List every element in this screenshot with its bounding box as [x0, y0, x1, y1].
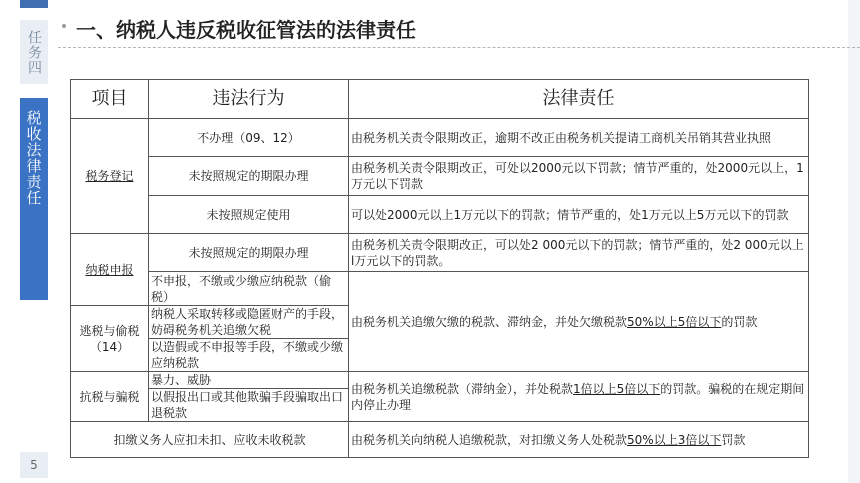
group-withholding: 扣缴义务人应扣未扣、应收未收税款	[71, 422, 349, 458]
liability-text: 由税务机关追缴税款（滞纳金），并处税款	[351, 381, 574, 396]
page-title: 一、纳税人违反税收征管法的法律责任	[76, 18, 416, 42]
liability-cell: 由税务机关责令限期改正，逾期不改正由税务机关提请工商机关吊销其营业执照	[349, 119, 809, 157]
header-act: 违法行为	[149, 80, 349, 119]
act-cell: 未按照规定的期限办理	[149, 234, 349, 272]
liability-cell: 可以处2000元以上1万元以下的罚款；情节严重的，处1万元以上5万元以下的罚款	[349, 196, 809, 234]
liability-emphasis: 1倍以上5倍以下	[573, 381, 661, 396]
act-cell: 不办理（09、12）	[149, 119, 349, 157]
liability-cell: 由税务机关责令限期改正，可以处2 000元以下的罚款；情节严重的，处2 000元以上l万元以下的罚款。	[349, 234, 809, 272]
group-evasion: 逃税与偷税（14）	[71, 306, 149, 372]
act-cell: 不申报，不缴或少缴应纳税款（偷税）	[149, 272, 349, 306]
liability-table	[70, 79, 809, 458]
liability-text: 的罚款	[721, 314, 758, 329]
liability-emphasis: 50%以上5倍以下	[627, 314, 722, 329]
table-row	[71, 196, 809, 234]
liability-cell-evasion	[349, 272, 809, 372]
sidebar-section-tab[interactable]	[20, 20, 48, 84]
title-divider	[58, 47, 860, 48]
group-declaration: 纳税申报	[71, 234, 149, 306]
act-cell: 以造假或不申报等手段，不缴或少缴应纳税款	[149, 339, 349, 372]
header-liability: 法律责任	[349, 80, 809, 119]
sidebar-active-label: 税收法律责任	[24, 110, 43, 206]
sidebar-section-label: 任务四	[26, 29, 42, 75]
liability-cell: 由税务机关责令限期改正，可处以2000元以下罚款；情节严重的，处2000元以上，1万元以下罚款	[349, 157, 809, 196]
table-row	[71, 272, 809, 306]
liability-text: 的罚款。骗税的在规定期间内停止办理	[351, 381, 805, 412]
act-cell: 未按照规定使用	[149, 196, 349, 234]
liability-cell-withholding	[349, 422, 809, 458]
title-bullet	[62, 24, 66, 28]
sidebar-active-tab[interactable]	[20, 98, 48, 300]
top-accent-bar	[20, 0, 48, 8]
table-row	[71, 372, 809, 389]
act-cell: 暴力、威胁	[149, 372, 349, 389]
liability-text: 罚款	[721, 432, 746, 447]
liability-emphasis: 50%以上3倍以下	[627, 432, 722, 447]
table-row	[71, 119, 809, 157]
page-number: 5	[20, 452, 48, 478]
group-registration: 税务登记	[71, 119, 149, 234]
act-cell: 以假报出口或其他欺骗手段骗取出口退税款	[149, 389, 349, 422]
group-resist: 抗税与骗税	[71, 372, 149, 422]
right-edge-strip	[848, 0, 860, 483]
table-row	[71, 157, 809, 196]
act-cell: 未按照规定的期限办理	[149, 157, 349, 196]
table-row	[71, 234, 809, 272]
header-item: 项目	[71, 80, 149, 119]
act-cell: 纳税人采取转移或隐匿财产的手段，妨碍税务机关追缴欠税	[149, 306, 349, 339]
liability-text: 由税务机关追缴欠缴的税款、滞纳金，并处欠缴税款	[351, 314, 628, 329]
liability-cell-resist	[349, 372, 809, 422]
table-row	[71, 422, 809, 458]
liability-text: 由税务机关向纳税人追缴税款，对扣缴义务人处税款	[351, 432, 628, 447]
table-header-row	[71, 80, 809, 119]
